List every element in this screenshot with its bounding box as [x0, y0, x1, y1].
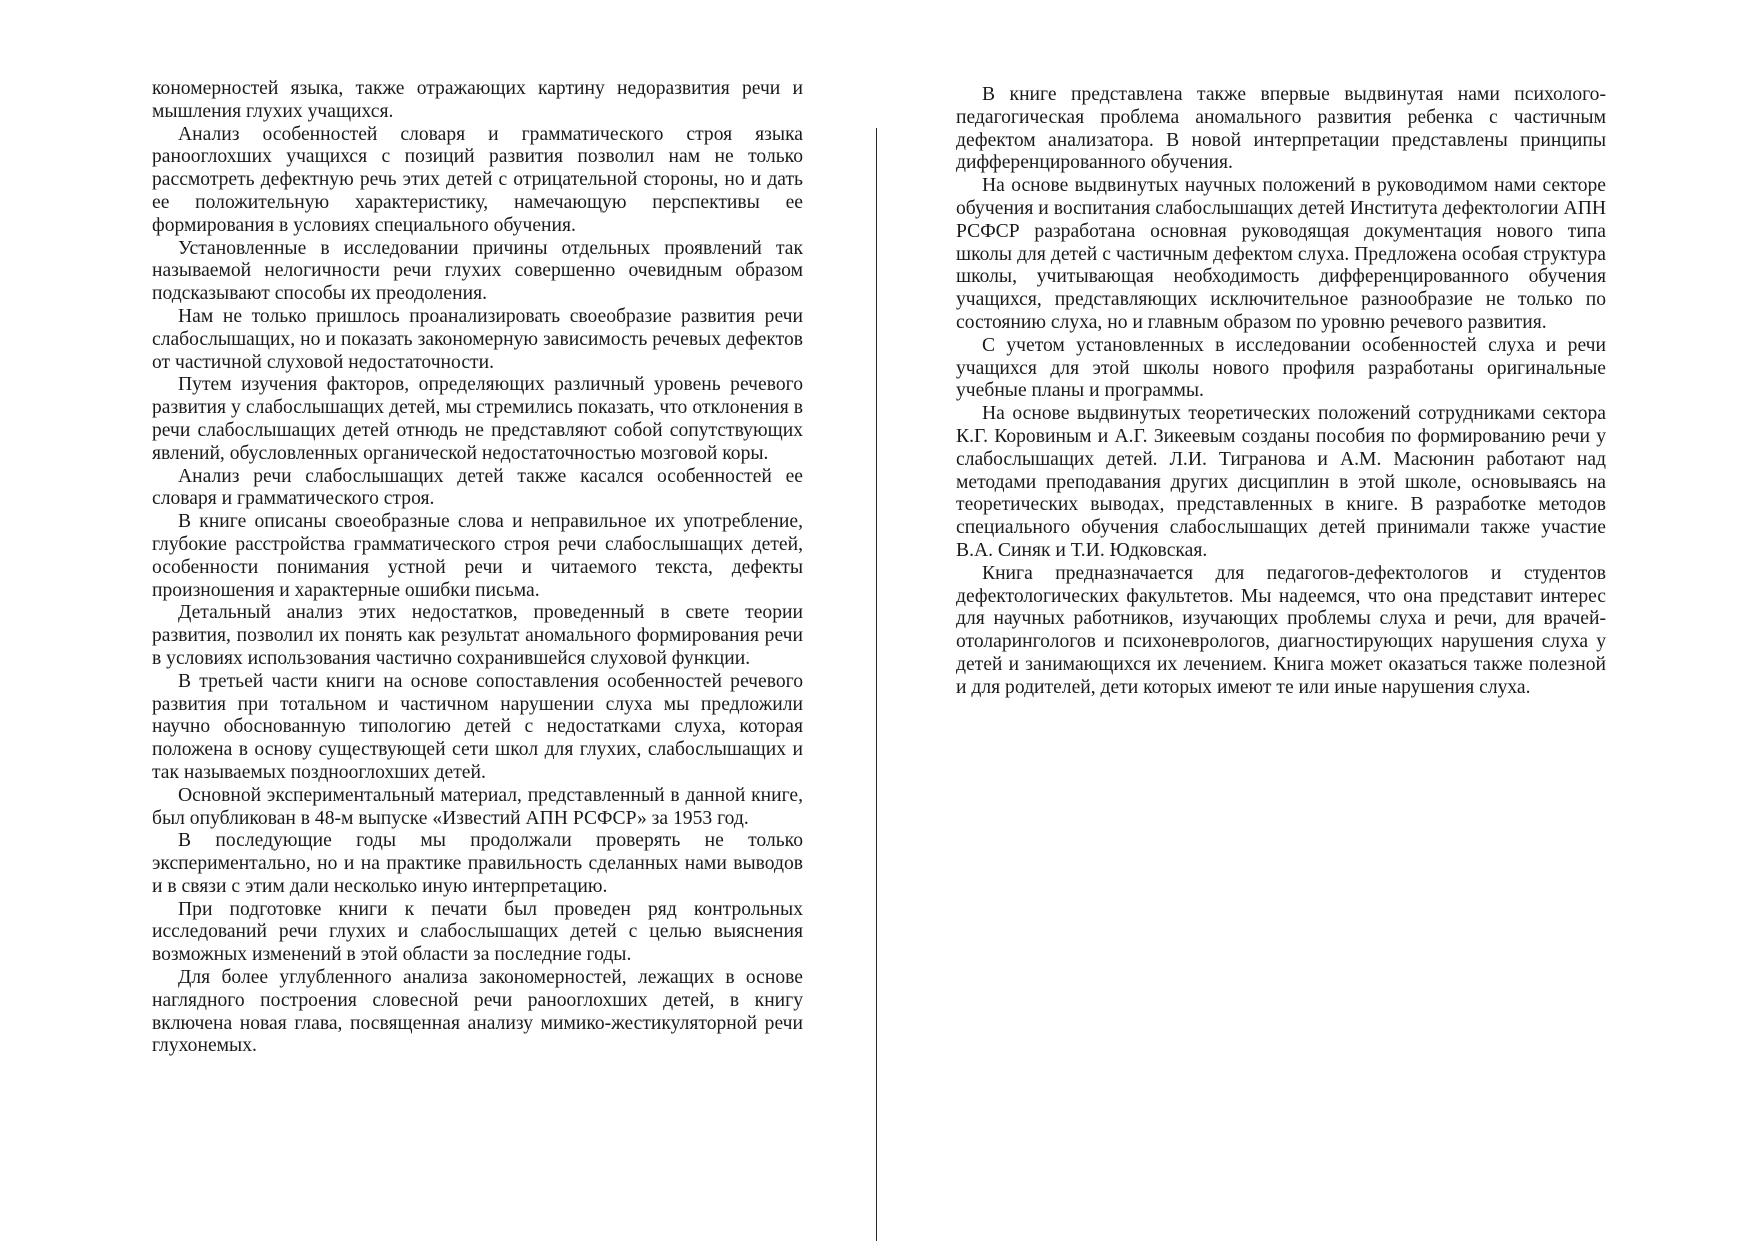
paragraph: Анализ особенностей словаря и грамматического строя языка ранооглохших учащихся с позиций развития позволил нам не только рассмотреть дефектную речь этих детей с отрицательной стороны, но и дать ее положительную характеристику, намечающую перспективы ее формирования в условиях специального обучения.: [152, 123, 803, 236]
paragraph: Для более углубленного анализа закономерностей, лежащих в основе наглядного построения словесной речи ранооглохших детей, в книгу включена новая глава, посвященная анализу мимико-жестикуляторной речи глухонемых.: [152, 967, 803, 1057]
paragraph: В третьей части книги на основе сопоставления особенностей речевого развития при тотальном и частичном нарушении слуха мы предложили научно обоснованную типологию детей с недостатками слуха, которая положена в основу существующей сети школ для глухих, слабослышащих и так называемых позднооглохших детей.: [152, 670, 803, 783]
paragraph: С учетом установленных в исследовании особенностей слуха и речи учащихся для этой школы нового профиля разработаны оригинальные учебные планы и программы.: [956, 334, 1606, 402]
paragraph: В книге описаны своеобразные слова и неправильное их употребление, глубокие расстройства грамматического строя речи слабослышащих детей, особенности понимания устной речи и читаемого текста, дефекты произношения и характерные ошибки письма.: [152, 511, 803, 601]
paragraph: Книга предназначается для педагогов-дефектологов и студентов дефектологических факультетов. Мы надеемся, что она представит интерес для научных работников, изучающих проблемы слуха и речи, для врачей-отоларингологов и психоневрологов, диагностирующих нарушения слуха у детей и занимающихся их лечением. Книга может оказаться также полезной и для родителей, дети которых имеют те или иные нарушения слуха.: [956, 562, 1606, 698]
paragraph: В последующие годы мы продолжали проверять не только экспериментально, но и на практике правильность сделанных нами выводов и в связи с этим дали несколько иную интерпретацию.: [152, 830, 803, 897]
page-gutter-line: [876, 128, 877, 1241]
paragraph: Путем изучения факторов, определяющих различный уровень речевого развития у слабослышащих детей, мы стремились показать, что отклонения в речи слабослышащих детей отнюдь не представляют собой сопутствующих явлений, обусловленных органической недостаточностью мозговой коры.: [152, 374, 803, 464]
paragraph: Анализ речи слабослышащих детей также касался особенностей ее словаря и грамматического строя.: [152, 465, 803, 510]
right-page-text: [956, 84, 1606, 700]
left-page-text: [152, 78, 803, 1058]
paragraph: Установленные в исследовании причины отдельных проявлений так называемой нелогичности речи глухих совершенно очевидным образом подсказывают способы их преодоления.: [152, 237, 803, 305]
paragraph: Детальный анализ этих недостатков, проведенный в свете теории развития, позволил их понять как результат аномального формирования речи в условиях использования частично сохранившейся слуховой функции.: [152, 602, 803, 669]
paragraph: В книге представлена также впервые выдвинутая нами психолого-педагогическая проблема аномального развития ребенка с частичным дефектом анализатора. В новой интерпретации представлены принципы дифференцированного обучения.: [956, 84, 1606, 174]
paragraph: Основной экспериментальный материал, представленный в данной книге, был опубликован в 48-м выпуске «Известий АПН РСФСР» за 1953 год.: [152, 784, 803, 829]
paragraph: На основе выдвинутых теоретических положений сотрудниками сектора К.Г. Коровиным и А.Г. Зикеевым созданы пособия по формированию речи у слабослышащих детей. Л.И. Тигранова и А.М. Масюнин работают над методами преподавания других дисциплин в этой школе, основываясь на теоретических выводах, представленных в книге. В разработке методов специального обучения слабослышащих детей принимали также участие В.А. Синяк и Т.И. Юдковская.: [956, 403, 1606, 561]
paragraph: кономерностей языка, также отражающих картину недоразвития речи и мышления глухих учащихся.: [152, 78, 803, 122]
paragraph: При подготовке книги к печати был проведен ряд контрольных исследований речи глухих и слабослышащих детей с целью выяснения возможных изменений в этой области за последние годы.: [152, 898, 803, 966]
paragraph: Нам не только пришлось проанализировать своеобразие развития речи слабослышащих, но и показать закономерную зависимость речевых дефектов от частичной слуховой недостаточности.: [152, 305, 803, 373]
paragraph: На основе выдвинутых научных положений в руководимом нами секторе обучения и воспитания слабослышащих детей Института дефектологии АПН РСФСР разработана основная руководящая документация нового типа школы для детей с частичным дефектом слуха. Предложена особая структура школы, учитывающая необходимость дифференцированного обучения учащихся, представляющих исключительное разнообразие не только по состоянию слуха, но и главным образом по уровню речевого развития.: [956, 175, 1606, 333]
